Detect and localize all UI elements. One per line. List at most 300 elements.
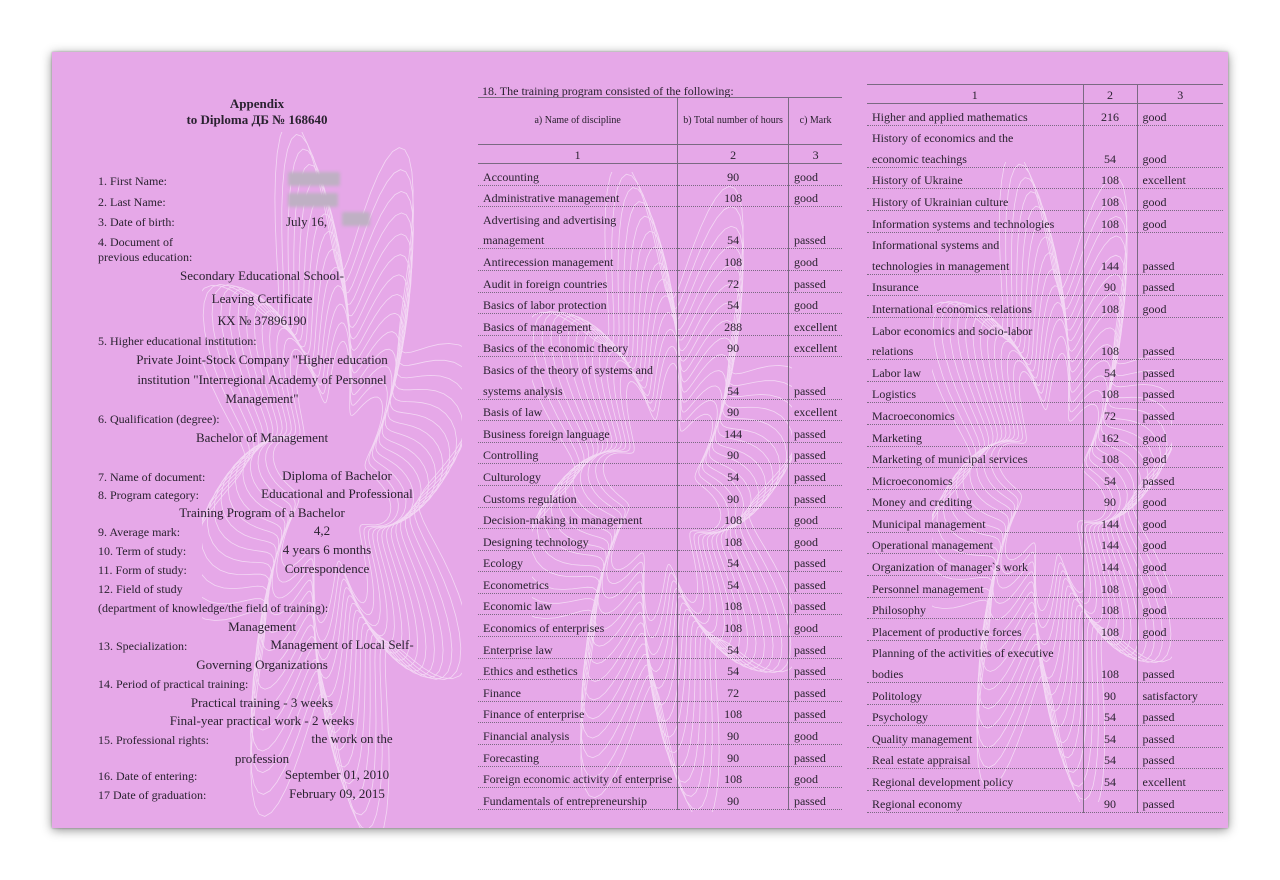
- discipline-name: Operational management: [867, 532, 1083, 554]
- discipline-name: Basics of labor protection: [478, 292, 678, 314]
- discipline-mark: passed: [788, 658, 842, 680]
- discipline-name: Microeconomics: [867, 468, 1083, 490]
- discipline-hours: 90: [678, 399, 789, 421]
- discipline-hours: 90: [1083, 791, 1137, 813]
- discipline-name: economic teachings: [867, 146, 1083, 167]
- discipline-row: [867, 511, 1223, 533]
- discipline-mark: good: [1137, 489, 1223, 511]
- discipline-mark: good: [1137, 532, 1223, 554]
- discipline-row: [867, 769, 1223, 791]
- discipline-row: [478, 292, 842, 314]
- discipline-mark: [1137, 640, 1223, 661]
- discipline-name: Advertising and advertising: [483, 212, 617, 227]
- discipline-mark: [788, 207, 842, 228]
- discipline-mark: [788, 357, 842, 378]
- discipline-hours: 54: [1083, 704, 1137, 726]
- column-number-2: 2: [1083, 85, 1137, 104]
- discipline-name: Antirecession management: [478, 249, 678, 271]
- dob-label: 3. Date of birth:: [98, 215, 175, 229]
- specialization-value-1: Management of Local Self-: [270, 637, 414, 652]
- qualification-value: Bachelor of Management: [195, 430, 329, 445]
- disciplines-table-right: [867, 84, 1223, 813]
- redacted-last-name: [288, 193, 338, 207]
- discipline-name: Ethics and esthetics: [478, 658, 678, 680]
- specialization-label: 13. Specialization:: [98, 639, 188, 653]
- discipline-name: Economics of enterprises: [478, 615, 678, 637]
- discipline-mark: good: [788, 615, 842, 637]
- discipline-hours: 108: [678, 766, 789, 788]
- discipline-mark: passed: [788, 788, 842, 810]
- doc-value-3: КХ № 37896190: [217, 313, 307, 328]
- column-number-3: 3: [1137, 85, 1223, 104]
- discipline-row: [478, 228, 842, 249]
- discipline-row: [867, 146, 1223, 167]
- discipline-mark: passed: [788, 228, 842, 249]
- discipline-hours: 54: [678, 464, 789, 486]
- discipline-mark: excellent: [1137, 769, 1223, 791]
- redacted-first-name: [288, 172, 340, 186]
- discipline-name: History of Ukraine: [867, 167, 1083, 189]
- discipline-row: [867, 403, 1223, 425]
- discipline-row: [867, 360, 1223, 382]
- discipline-hours: 90: [678, 723, 789, 745]
- discipline-mark: [1137, 232, 1223, 253]
- discipline-name: Planning of the activities of executive: [872, 646, 1054, 661]
- discipline-row: [867, 424, 1223, 446]
- discipline-mark: passed: [788, 550, 842, 572]
- discipline-mark: passed: [1137, 704, 1223, 726]
- discipline-hours: 144: [1083, 511, 1137, 533]
- discipline-mark: good: [1137, 210, 1223, 232]
- discipline-name: Designing technology: [478, 529, 678, 551]
- discipline-name: Real estate appraisal: [867, 747, 1083, 769]
- discipline-name: relations: [867, 339, 1083, 360]
- discipline-name: Accounting: [478, 164, 678, 186]
- discipline-hours: 54: [1083, 360, 1137, 382]
- discipline-name: Information systems and technologies: [867, 210, 1083, 232]
- discipline-hours: 90: [1083, 683, 1137, 705]
- appendix-title-line2: to Diploma ДБ № 168640: [186, 112, 328, 127]
- discipline-name: Forecasting: [478, 745, 678, 767]
- discipline-hours: 144: [1083, 253, 1137, 274]
- discipline-name: Labor economics and socio-labor: [872, 323, 1033, 338]
- column-number-row: [478, 145, 842, 164]
- header-discipline-name: a) Name of discipline: [478, 98, 678, 145]
- discipline-hours: 72: [678, 680, 789, 702]
- dob-value: July 16,: [286, 214, 328, 229]
- field-of-study-value: Management: [228, 619, 296, 634]
- discipline-mark: passed: [1137, 661, 1223, 682]
- discipline-mark: passed: [1137, 360, 1223, 382]
- hei-value-1: Private Joint-Stock Company "Higher education: [136, 352, 388, 367]
- discipline-hours: 90: [678, 335, 789, 357]
- discipline-row: [867, 274, 1223, 296]
- discipline-name: Controlling: [478, 442, 678, 464]
- first-name-label: 1. First Name:: [98, 174, 167, 188]
- discipline-hours: [678, 207, 789, 228]
- discipline-row: [867, 640, 1223, 661]
- discipline-mark: excellent: [788, 399, 842, 421]
- discipline-mark: passed: [788, 680, 842, 702]
- discipline-hours: 108: [678, 529, 789, 551]
- discipline-row: [478, 378, 842, 399]
- discipline-mark: good: [1137, 189, 1223, 211]
- discipline-name: Insurance: [867, 274, 1083, 296]
- discipline-hours: 216: [1083, 104, 1137, 126]
- discipline-row: [867, 726, 1223, 748]
- discipline-hours: 72: [1083, 403, 1137, 425]
- discipline-hours: 90: [1083, 274, 1137, 296]
- discipline-name: Business foreign language: [478, 421, 678, 443]
- discipline-hours: 54: [1083, 468, 1137, 490]
- discipline-hours: 54: [678, 637, 789, 659]
- discipline-row: [478, 766, 842, 788]
- discipline-name: Administrative management: [478, 185, 678, 207]
- discipline-mark: passed: [788, 485, 842, 507]
- discipline-name: Organization of manager`s work: [867, 554, 1083, 576]
- header-total-hours: b) Total number of hours: [678, 98, 789, 145]
- discipline-mark: good: [788, 723, 842, 745]
- document-name-value: Diploma of Bachelor: [282, 468, 392, 483]
- discipline-name: Financial analysis: [478, 723, 678, 745]
- average-mark-value: 4,2: [313, 523, 331, 538]
- discipline-hours: 108: [1083, 296, 1137, 318]
- discipline-name: technologies in management: [867, 253, 1083, 274]
- discipline-name: Fundamentals of entrepreneurship: [478, 788, 678, 810]
- discipline-row: [478, 615, 842, 637]
- discipline-row: [867, 532, 1223, 554]
- discipline-row: [478, 658, 842, 680]
- term-of-study-value: 4 years 6 months: [282, 542, 372, 557]
- discipline-row: [867, 446, 1223, 468]
- discipline-row: [478, 745, 842, 767]
- discipline-mark: passed: [1137, 403, 1223, 425]
- discipline-mark: good: [1137, 576, 1223, 598]
- doc-value-1: Secondary Educational School-: [180, 268, 344, 283]
- date-of-graduation-value: February 09, 2015: [289, 786, 385, 801]
- discipline-name: Macroeconomics: [867, 403, 1083, 425]
- discipline-mark: passed: [788, 637, 842, 659]
- discipline-hours: 54: [678, 550, 789, 572]
- discipline-name: Marketing of municipal services: [867, 446, 1083, 468]
- discipline-hours: 144: [1083, 554, 1137, 576]
- discipline-row: [867, 232, 1223, 253]
- discipline-row: [478, 572, 842, 594]
- average-mark-label: 9. Average mark:: [98, 525, 181, 539]
- discipline-row: [867, 747, 1223, 769]
- discipline-row: [478, 788, 842, 810]
- discipline-name: systems analysis: [478, 378, 678, 399]
- discipline-hours: 54: [1083, 747, 1137, 769]
- discipline-row: [478, 249, 842, 271]
- discipline-name: Econometrics: [478, 572, 678, 594]
- discipline-row: [867, 489, 1223, 511]
- discipline-mark: good: [788, 164, 842, 186]
- discipline-row: [478, 421, 842, 443]
- field-of-study-label-2: (department of knowledge/the field of training):: [98, 601, 329, 615]
- discipline-hours: 108: [678, 701, 789, 723]
- program-category-value-1: Educational and Professional: [261, 486, 413, 501]
- discipline-row: [867, 167, 1223, 189]
- discipline-name: History of Ukrainian culture: [867, 189, 1083, 211]
- discipline-mark: excellent: [788, 314, 842, 336]
- discipline-hours: 108: [1083, 167, 1137, 189]
- term-of-study-label: 10. Term of study:: [98, 544, 187, 558]
- discipline-hours: 288: [678, 314, 789, 336]
- discipline-name: Culturology: [478, 464, 678, 486]
- discipline-row: [867, 317, 1223, 338]
- discipline-name: History of economics and the: [872, 131, 1014, 146]
- discipline-name: Audit in foreign countries: [478, 270, 678, 292]
- discipline-mark: good: [788, 766, 842, 788]
- discipline-row: [478, 701, 842, 723]
- discipline-name: Marketing: [867, 424, 1083, 446]
- discipline-mark: satisfactory: [1137, 683, 1223, 705]
- discipline-name: management: [478, 228, 678, 249]
- discipline-hours: 108: [678, 249, 789, 271]
- discipline-mark: [1137, 317, 1223, 338]
- discipline-mark: good: [1137, 597, 1223, 619]
- discipline-row: [478, 185, 842, 207]
- discipline-hours: 54: [678, 378, 789, 399]
- discipline-row: [478, 357, 842, 378]
- discipline-mark: passed: [788, 593, 842, 615]
- appendix-title-line1: Appendix: [229, 96, 285, 111]
- discipline-row: [478, 442, 842, 464]
- discipline-hours: 90: [678, 788, 789, 810]
- discipline-name: Money and crediting: [867, 489, 1083, 511]
- program-category-label: 8. Program category:: [98, 488, 199, 502]
- discipline-row: [867, 597, 1223, 619]
- discipline-hours: 108: [1083, 576, 1137, 598]
- discipline-mark: good: [1137, 619, 1223, 641]
- discipline-row: [478, 335, 842, 357]
- discipline-mark: excellent: [1137, 167, 1223, 189]
- discipline-name: Basics of management: [478, 314, 678, 336]
- discipline-name: Placement of productive forces: [867, 619, 1083, 641]
- date-of-entering-label: 16. Date of entering:: [98, 769, 198, 783]
- discipline-row: [478, 637, 842, 659]
- qualification-label: 6. Qualification (degree):: [98, 412, 220, 426]
- discipline-hours: 90: [678, 485, 789, 507]
- discipline-mark: passed: [788, 270, 842, 292]
- discipline-row: [478, 314, 842, 336]
- discipline-hours: 144: [678, 421, 789, 443]
- discipline-row: [867, 661, 1223, 682]
- practical-period-label: 14. Period of practical training:: [98, 677, 249, 691]
- discipline-mark: good: [788, 249, 842, 271]
- discipline-name: Higher and applied mathematics: [867, 104, 1083, 126]
- date-of-entering-value: September 01, 2010: [284, 767, 390, 782]
- discipline-mark: passed: [788, 572, 842, 594]
- practical-period-value-2: Final-year practical work - 2 weeks: [169, 713, 355, 728]
- discipline-row: [867, 381, 1223, 403]
- discipline-row: [478, 207, 842, 228]
- discipline-mark: good: [788, 529, 842, 551]
- discipline-hours: 144: [1083, 532, 1137, 554]
- discipline-name: Basics of the economic theory: [478, 335, 678, 357]
- discipline-hours: [1083, 125, 1137, 146]
- discipline-mark: excellent: [788, 335, 842, 357]
- discipline-row: [478, 529, 842, 551]
- program-caption: 18. The training program consisted of the following:: [482, 84, 734, 98]
- discipline-mark: passed: [788, 378, 842, 399]
- discipline-row: [867, 296, 1223, 318]
- discipline-row: [478, 680, 842, 702]
- discipline-row: [478, 485, 842, 507]
- discipline-name: Finance: [478, 680, 678, 702]
- discipline-hours: [678, 357, 789, 378]
- discipline-hours: 54: [678, 572, 789, 594]
- discipline-mark: passed: [1137, 381, 1223, 403]
- discipline-hours: 108: [1083, 210, 1137, 232]
- discipline-name: Economic law: [478, 593, 678, 615]
- date-of-graduation-label: 17 Date of graduation:: [98, 788, 207, 802]
- discipline-name: Customs regulation: [478, 485, 678, 507]
- discipline-hours: 108: [678, 593, 789, 615]
- discipline-name: Regional development policy: [867, 769, 1083, 791]
- discipline-row: [867, 619, 1223, 641]
- header-mark: c) Mark: [788, 98, 842, 145]
- doc-label-2: previous education:: [98, 250, 193, 264]
- left-page: [52, 52, 472, 828]
- discipline-row: [478, 723, 842, 745]
- discipline-row: [867, 210, 1223, 232]
- discipline-row: [867, 576, 1223, 598]
- discipline-name: Politology: [867, 683, 1083, 705]
- discipline-name: Philosophy: [867, 597, 1083, 619]
- specialization-value-2: Governing Organizations: [196, 657, 328, 672]
- hei-value-3: Management": [225, 391, 299, 406]
- discipline-mark: passed: [1137, 726, 1223, 748]
- professional-rights-label: 15. Professional rights:: [98, 733, 209, 747]
- discipline-row: [867, 791, 1223, 813]
- discipline-mark: good: [788, 507, 842, 529]
- last-name-label: 2. Last Name:: [98, 195, 166, 209]
- discipline-row: [867, 683, 1223, 705]
- hei-label: 5. Higher educational institution:: [98, 334, 257, 348]
- discipline-mark: good: [1137, 511, 1223, 533]
- discipline-row: [478, 464, 842, 486]
- discipline-row: [478, 270, 842, 292]
- discipline-hours: 108: [1083, 661, 1137, 682]
- discipline-mark: passed: [1137, 274, 1223, 296]
- column-number-3: 3: [788, 145, 842, 164]
- hei-value-2: institution "Interregional Academy of Personnel: [137, 372, 387, 387]
- discipline-mark: passed: [788, 745, 842, 767]
- discipline-hours: 90: [678, 164, 789, 186]
- discipline-row: [867, 189, 1223, 211]
- discipline-hours: 54: [1083, 726, 1137, 748]
- discipline-hours: [1083, 232, 1137, 253]
- discipline-row: [867, 104, 1223, 126]
- discipline-hours: 90: [1083, 489, 1137, 511]
- discipline-hours: [1083, 640, 1137, 661]
- discipline-mark: passed: [1137, 791, 1223, 813]
- discipline-name: Foreign economic activity of enterprise: [478, 766, 678, 788]
- discipline-row: [867, 125, 1223, 146]
- discipline-hours: 54: [678, 292, 789, 314]
- column-number-row: [867, 85, 1223, 104]
- discipline-mark: good: [788, 292, 842, 314]
- redacted-birth-year: [342, 212, 370, 226]
- discipline-hours: 90: [678, 745, 789, 767]
- discipline-mark: good: [1137, 146, 1223, 167]
- discipline-hours: 54: [1083, 146, 1137, 167]
- discipline-hours: 108: [678, 507, 789, 529]
- column-number-2: 2: [678, 145, 789, 164]
- discipline-name: Finance of enterprise: [478, 701, 678, 723]
- discipline-row: [867, 704, 1223, 726]
- discipline-mark: good: [1137, 446, 1223, 468]
- discipline-name: Basics of the theory of systems and: [483, 362, 653, 377]
- discipline-row: [478, 593, 842, 615]
- discipline-row: [478, 507, 842, 529]
- discipline-row: [867, 468, 1223, 490]
- discipline-name: Regional economy: [867, 791, 1083, 813]
- discipline-name: Informational systems and: [872, 238, 1000, 253]
- discipline-row: [478, 550, 842, 572]
- table-header-row: [478, 98, 842, 145]
- discipline-mark: [1137, 125, 1223, 146]
- discipline-name: Labor law: [867, 360, 1083, 382]
- diploma-appendix-sheet: [52, 52, 1228, 828]
- discipline-name: Municipal management: [867, 511, 1083, 533]
- discipline-name: bodies: [867, 661, 1083, 682]
- discipline-mark: passed: [788, 464, 842, 486]
- discipline-name: Quality management: [867, 726, 1083, 748]
- discipline-hours: 108: [1083, 339, 1137, 360]
- discipline-mark: passed: [788, 421, 842, 443]
- discipline-mark: good: [1137, 424, 1223, 446]
- disciplines-table-middle: [478, 97, 842, 810]
- discipline-hours: 108: [678, 615, 789, 637]
- document-name-label: 7. Name of document:: [98, 470, 206, 484]
- discipline-hours: 54: [678, 228, 789, 249]
- form-of-study-value: Correspondence: [284, 561, 370, 576]
- doc-label-1: 4. Document of: [98, 235, 173, 249]
- discipline-row: [867, 253, 1223, 274]
- discipline-mark: passed: [788, 442, 842, 464]
- field-of-study-label-1: 12. Field of study: [98, 582, 183, 596]
- discipline-mark: good: [1137, 296, 1223, 318]
- discipline-hours: 108: [1083, 619, 1137, 641]
- discipline-name: Logistics: [867, 381, 1083, 403]
- doc-value-2: Leaving Certificate: [211, 291, 313, 306]
- discipline-mark: passed: [1137, 253, 1223, 274]
- discipline-hours: 108: [1083, 381, 1137, 403]
- discipline-row: [867, 554, 1223, 576]
- program-category-value-2: Training Program of a Bachelor: [179, 505, 345, 520]
- discipline-hours: 108: [1083, 597, 1137, 619]
- discipline-mark: passed: [788, 701, 842, 723]
- discipline-name: International economics relations: [867, 296, 1083, 318]
- discipline-name: Decision-making in management: [478, 507, 678, 529]
- discipline-mark: passed: [1137, 468, 1223, 490]
- column-number-1: 1: [478, 145, 678, 164]
- discipline-name: Enterprise law: [478, 637, 678, 659]
- discipline-mark: good: [1137, 554, 1223, 576]
- discipline-row: [478, 399, 842, 421]
- discipline-hours: 108: [1083, 446, 1137, 468]
- discipline-name: Psychology: [867, 704, 1083, 726]
- discipline-hours: 108: [678, 185, 789, 207]
- column-number-1: 1: [867, 85, 1083, 104]
- discipline-name: Personnel management: [867, 576, 1083, 598]
- discipline-name: Ecology: [478, 550, 678, 572]
- discipline-hours: 108: [1083, 189, 1137, 211]
- discipline-hours: 162: [1083, 424, 1137, 446]
